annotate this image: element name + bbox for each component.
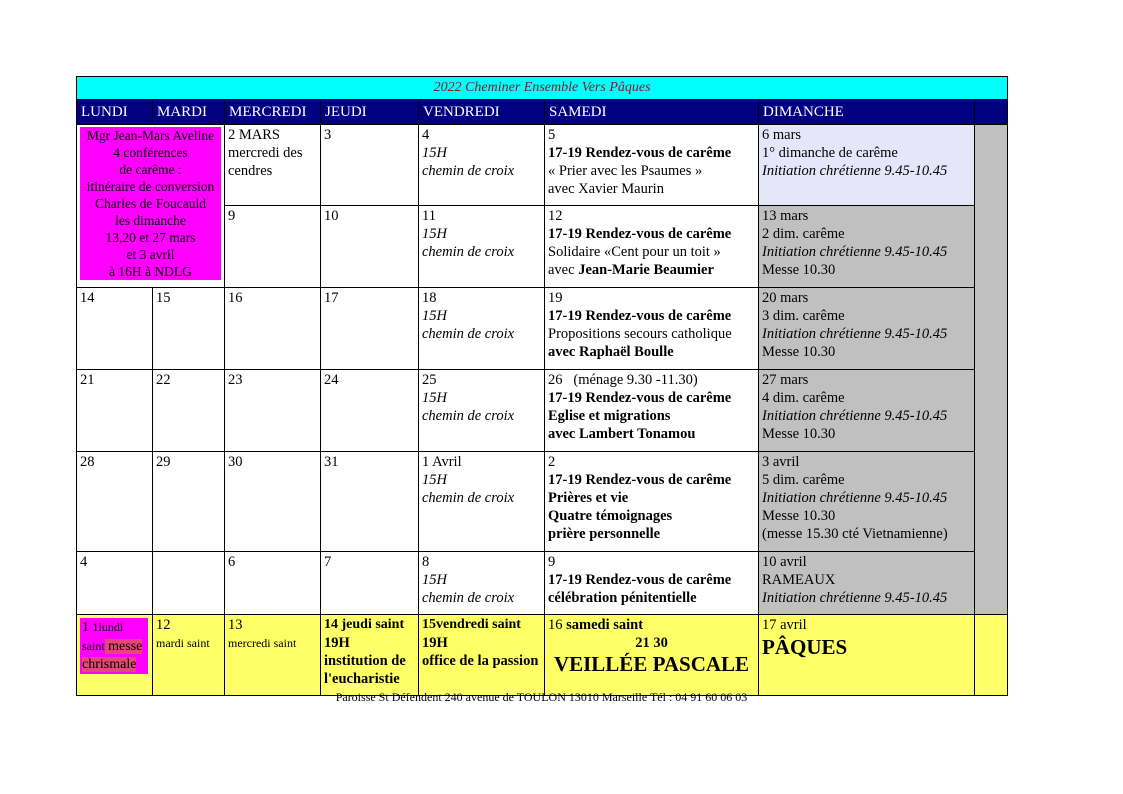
event-title: 14 jeudi saint <box>324 617 405 632</box>
event-time: 15H <box>422 308 447 324</box>
header-lundi: LUNDI <box>77 100 153 125</box>
day-number: 14 <box>80 290 95 306</box>
day-cell-mercredi <box>225 452 321 552</box>
extra-column-cell <box>975 615 1008 696</box>
day-number: 7 <box>324 554 332 570</box>
header-extra <box>975 100 1008 125</box>
day-cell-vendredi <box>419 452 545 552</box>
event-time: 19H <box>324 635 350 651</box>
day-cell-jeudi <box>321 615 419 696</box>
day-cell-mardi <box>153 615 225 696</box>
day-cell-jeudi <box>321 370 419 452</box>
day-cell-samedi <box>545 125 759 206</box>
day-number: 18 <box>422 290 437 306</box>
day-cell-vendredi <box>419 125 545 206</box>
event-text: Initiation chrétienne 9.45-10.45 <box>762 244 948 260</box>
event-text: chemin de croix <box>422 490 515 506</box>
day-cell-dimanche <box>759 288 975 370</box>
day-cell-vendredi <box>419 288 545 370</box>
holy-week-row <box>77 615 1008 696</box>
event-text: Messe 10.30 <box>762 262 836 278</box>
event-text: Prières et vie <box>548 490 629 506</box>
event-text: Initiation chrétienne 9.45-10.45 <box>762 590 948 606</box>
day-number: 10 <box>324 208 339 224</box>
day-number: 29 <box>156 454 171 470</box>
day-cell-dimanche <box>759 615 975 696</box>
week-row-5 <box>77 452 1008 552</box>
day-cell-samedi <box>545 288 759 370</box>
day-cell-jeudi <box>321 452 419 552</box>
event-text: chrismale <box>82 657 137 672</box>
event-text: Messe 10.30 <box>762 344 836 360</box>
day-number: 16 <box>228 290 243 306</box>
day-number: 3 avril <box>762 454 800 470</box>
event-time: 15H <box>422 145 447 161</box>
day-number: 30 <box>228 454 243 470</box>
day-number: 1 <box>82 620 93 635</box>
day-cell-samedi <box>545 206 759 288</box>
event-title: 17-19 Rendez-vous de carême <box>548 145 732 161</box>
week-row-4 <box>77 370 1008 452</box>
event-time: 15H <box>422 390 447 406</box>
event-text: institution de <box>324 653 406 669</box>
event-text: Initiation chrétienne 9.45-10.45 <box>762 326 948 342</box>
day-number: 3 <box>324 127 332 143</box>
event-text: Initiation chrétienne 9.45-10.45 <box>762 490 948 506</box>
day-number: 25 <box>422 372 437 388</box>
event-time: 15H <box>422 572 447 588</box>
day-cell-lundi <box>77 615 153 696</box>
note-line: 13,20 et 27 mars <box>105 230 196 245</box>
day-number: 6 <box>228 554 236 570</box>
event-title: 17-19 Rendez-vous de carême <box>548 308 732 324</box>
event-text: messe <box>104 639 143 654</box>
speaker-name: avec Lambert Tonamou <box>548 426 696 442</box>
day-number: 26 (ménage 9.30 -11.30) <box>548 372 698 388</box>
event-text: Messe 10.30 <box>762 508 836 524</box>
day-cell-mercredi <box>225 288 321 370</box>
event-time: 19H <box>422 635 448 651</box>
day-number: 6 mars <box>762 127 802 143</box>
event-text: Initiation chrétienne 9.45-10.45 <box>762 408 948 424</box>
event-text: saint <box>82 639 105 653</box>
day-cell-dimanche <box>759 125 975 206</box>
day-cell-dimanche <box>759 370 975 452</box>
day-number: 16 <box>548 617 567 633</box>
day-number: 2 MARS <box>228 127 280 143</box>
conference-cell <box>77 125 225 288</box>
footer-address: Paroisse St Défendent 240 avenue de TOULON 13010 Marseille Tél : 04 91 60 06 03 <box>335 690 748 704</box>
header-jeudi: JEUDI <box>321 100 419 125</box>
week-row-1 <box>77 125 1008 206</box>
day-number: 19 <box>548 290 563 306</box>
event-title: 17-19 Rendez-vous de carême <box>548 572 732 588</box>
event-text: office de la passion <box>422 653 539 669</box>
header-samedi: SAMEDI <box>545 100 759 125</box>
event-text: prière personnelle <box>548 526 661 542</box>
event-text: Quatre témoignages <box>548 508 673 524</box>
day-number: 20 mars <box>762 290 809 306</box>
header-vendredi: VENDREDI <box>419 100 545 125</box>
day-cell-lundi <box>77 288 153 370</box>
day-cell-vendredi <box>419 615 545 696</box>
day-number: 9 <box>228 208 236 224</box>
day-cell-jeudi <box>321 125 419 206</box>
day-number: 23 <box>228 372 243 388</box>
header-mardi: MARDI <box>153 100 225 125</box>
day-cell-jeudi <box>321 288 419 370</box>
event-text: mercredi saint <box>228 636 297 650</box>
day-cell-mercredi <box>225 206 321 288</box>
day-cell-dimanche <box>759 552 975 615</box>
day-number: 4 <box>80 554 88 570</box>
day-number: 24 <box>324 372 339 388</box>
event-text: avec Xavier Maurin <box>548 181 664 197</box>
event-time: 15H <box>422 472 447 488</box>
note-line: les dimanche <box>115 213 186 228</box>
speaker-name: Jean-Marie Beaumier <box>578 262 714 278</box>
day-number: 5 <box>548 127 556 143</box>
event-text: 4 dim. carême <box>762 390 845 406</box>
event-text: 2 dim. carême <box>762 226 845 242</box>
event-title: 15vendredi saint <box>422 617 521 632</box>
day-number: 15 <box>156 290 171 306</box>
event-text: 3 dim. carême <box>762 308 845 324</box>
day-cell-vendredi <box>419 206 545 288</box>
event-text: chemin de croix <box>422 163 515 179</box>
event-title: samedi saint <box>566 617 644 633</box>
day-number: 8 <box>422 554 430 570</box>
day-number: 2 <box>548 454 556 470</box>
day-number: 10 avril <box>762 554 807 570</box>
week-row-3 <box>77 288 1008 370</box>
day-cell-jeudi <box>321 552 419 615</box>
day-cell-lundi <box>77 452 153 552</box>
event-text: « Prier avec les Psaumes » <box>548 163 703 179</box>
day-cell-mardi <box>153 370 225 452</box>
day-cell-mardi <box>153 552 225 615</box>
chrism-mass-note <box>80 618 148 674</box>
week-row-6 <box>77 552 1008 615</box>
day-number: 9 <box>548 554 556 570</box>
day-cell-mercredi <box>225 615 321 696</box>
easter-label: PÂQUES <box>762 635 848 659</box>
day-cell-mardi <box>153 452 225 552</box>
day-cell-dimanche <box>759 206 975 288</box>
header-dimanche: DIMANCHE <box>759 100 975 125</box>
day-number: 27 mars <box>762 372 809 388</box>
event-text: Propositions secours catholique <box>548 326 732 342</box>
note-line: 4 conférences <box>113 145 188 160</box>
day-number: 1 Avril <box>422 454 462 470</box>
note-line: itinéraire de conversion <box>86 179 215 194</box>
event-text: 1lundi <box>92 620 124 634</box>
extra-column <box>975 125 1008 615</box>
day-cell-mercredi <box>225 552 321 615</box>
event-text: célébration pénitentielle <box>548 590 697 606</box>
day-number: 13 <box>228 617 243 633</box>
speaker-name: avec Raphaël Boulle <box>548 344 674 360</box>
day-cell-mardi <box>153 288 225 370</box>
event-time: 15H <box>422 226 447 242</box>
day-number: 22 <box>156 372 171 388</box>
easter-vigil-label: VEILLÉE PASCALE <box>553 652 750 676</box>
event-text: avec <box>548 262 579 278</box>
event-title: 17-19 Rendez-vous de carême <box>548 226 732 242</box>
event-text: mercredi des cendres <box>228 145 303 179</box>
day-cell-mercredi <box>225 125 321 206</box>
event-title: 17-19 Rendez-vous de carême <box>548 472 732 488</box>
calendar-title: 2022 Cheminer Ensemble Vers Pâques <box>77 77 1008 100</box>
event-text: (messe 15.30 cté Vietnamienne) <box>762 526 948 542</box>
event-text: chemin de croix <box>422 408 515 424</box>
event-time: 21 30 <box>635 635 668 651</box>
event-text: Initiation chrétienne 9.45-10.45 <box>762 163 948 179</box>
event-text: chemin de croix <box>422 326 515 342</box>
event-text: 5 dim. carême <box>762 472 845 488</box>
day-number: 13 mars <box>762 208 809 224</box>
note-line: Mgr Jean-Mars Aveline <box>86 128 215 143</box>
day-number: 4 <box>422 127 430 143</box>
day-number: 31 <box>324 454 339 470</box>
event-text: RAMEAUX <box>762 572 836 588</box>
day-cell-samedi <box>545 552 759 615</box>
day-number: 28 <box>80 454 95 470</box>
note-line: de carême : <box>119 162 182 177</box>
day-cell-samedi <box>545 370 759 452</box>
note-line: à 16H à NDLG <box>109 264 192 279</box>
conference-note <box>80 127 221 280</box>
event-text: chemin de croix <box>422 590 515 606</box>
day-cell-lundi <box>77 552 153 615</box>
calendar-table <box>76 76 1008 696</box>
day-cell-vendredi <box>419 370 545 452</box>
header-row <box>77 100 1008 125</box>
note-line: et 3 avril <box>126 247 175 262</box>
day-number: 12 <box>548 208 563 224</box>
day-number: 17 avril <box>762 617 807 633</box>
day-cell-lundi <box>77 370 153 452</box>
day-number: 11 <box>422 208 436 224</box>
event-text: 1° dimanche de carême <box>762 145 898 161</box>
event-text: mardi saint <box>156 636 210 650</box>
day-cell-mercredi <box>225 370 321 452</box>
day-cell-samedi <box>545 452 759 552</box>
event-text: chemin de croix <box>422 244 515 260</box>
day-cell-vendredi <box>419 552 545 615</box>
day-number: 12 <box>156 617 171 633</box>
event-text: Eglise et migrations <box>548 408 671 424</box>
event-text: l'eucharistie <box>324 671 400 687</box>
event-text: Solidaire «Cent pour un toit » <box>548 244 721 260</box>
day-cell-jeudi <box>321 206 419 288</box>
day-number: 17 <box>324 290 339 306</box>
event-title: 17-19 Rendez-vous de carême <box>548 390 732 406</box>
day-cell-dimanche <box>759 452 975 552</box>
day-cell-samedi <box>545 615 759 696</box>
note-line: Charles de Foucauld <box>95 196 206 211</box>
day-number: 21 <box>80 372 95 388</box>
event-text: Messe 10.30 <box>762 426 836 442</box>
header-mercredi: MERCREDI <box>225 100 321 125</box>
